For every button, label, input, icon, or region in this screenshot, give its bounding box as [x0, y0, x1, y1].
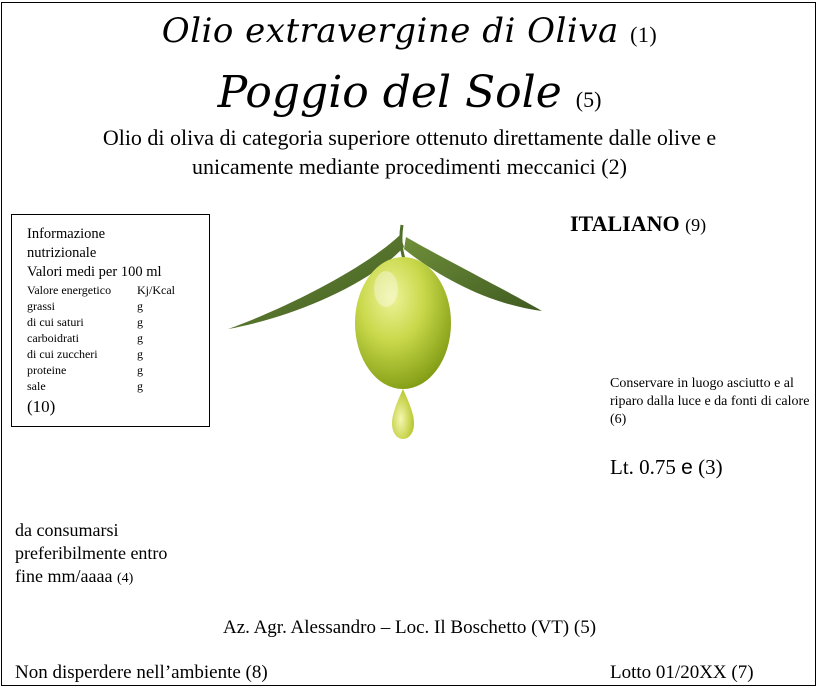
lot-number: Lotto 01/20XX (7): [610, 662, 754, 683]
best-before-line-2: preferibilmente entro: [15, 543, 168, 563]
nutrition-row: [27, 362, 209, 378]
nutrition-row: [27, 378, 209, 394]
nutrition-unit: g: [137, 379, 143, 393]
nutrition-unit: g: [137, 315, 143, 329]
title-text: Olio extravergine di Oliva: [161, 11, 619, 51]
nutrition-label: carboidrati: [27, 331, 79, 345]
nutrition-label: di cui saturi: [27, 315, 84, 329]
nutrition-label: grassi: [27, 299, 55, 313]
nutrition-unit: Kj/Kcal: [137, 283, 175, 297]
estimated-sign: e: [681, 456, 693, 479]
brand-name: [2, 67, 817, 118]
nutrition-row: [27, 346, 209, 362]
description-line-2: unicamente mediante procedimenti meccanici (2): [192, 154, 627, 179]
nutrition-unit: g: [137, 347, 143, 361]
nutrition-label: proteine: [27, 363, 67, 377]
brand-text: Poggio del Sole: [217, 67, 562, 118]
brand-note: (5): [575, 87, 602, 112]
nutrition-heading: Informazione: [27, 226, 106, 242]
oil-drop-icon: [392, 389, 414, 439]
product-title: [2, 11, 817, 51]
nutrition-label: sale: [27, 379, 46, 393]
best-before-line-1: da consumarsi: [15, 520, 119, 540]
origin-text: ITALIANO: [570, 211, 680, 236]
nutrition-unit: g: [137, 299, 143, 313]
volume-note: (3): [698, 455, 723, 479]
origin-label: [570, 211, 706, 237]
best-before: [15, 519, 215, 590]
olive-with-leaves-icon: [224, 219, 554, 449]
nutrition-basis: Valori medi per 100 ml: [27, 264, 162, 280]
nutrition-row: [27, 298, 209, 314]
product-label: [1, 2, 816, 686]
volume-text: Lt. 0.75: [610, 455, 676, 479]
volume-label: [610, 455, 723, 480]
nutrition-label: Valore energetico: [27, 283, 112, 297]
nutrition-table: [11, 214, 210, 427]
storage-instructions: Conservare in luogo asciutto e al riparo dalla luce e da fonti di calore (6): [610, 376, 810, 427]
product-description: [2, 123, 817, 181]
nutrition-heading-2: nutrizionale: [27, 245, 97, 261]
origin-note: (9): [685, 215, 707, 235]
disposal-notice: Non disperdere nell’ambiente (8): [15, 662, 268, 683]
description-line-1: Olio di oliva di categoria superiore ottenuto direttamente dalle olive e: [102, 125, 717, 150]
nutrition-unit: g: [137, 363, 143, 377]
title-note: (1): [630, 22, 658, 47]
best-before-date: fine mm/aaaa: [15, 566, 113, 586]
best-before-note: (4): [116, 571, 134, 586]
nutrition-row: [27, 282, 209, 298]
best-before-line-3: [15, 565, 215, 590]
nutrition-unit: g: [137, 331, 143, 345]
nutrition-row: [27, 314, 209, 330]
nutrition-code: (10): [27, 397, 56, 416]
nutrition-label: di cui zuccheri: [27, 347, 98, 361]
nutrition-row: [27, 330, 209, 346]
producer-info: Az. Agr. Alessandro – Loc. Il Boschetto (VT) (5): [222, 617, 597, 638]
